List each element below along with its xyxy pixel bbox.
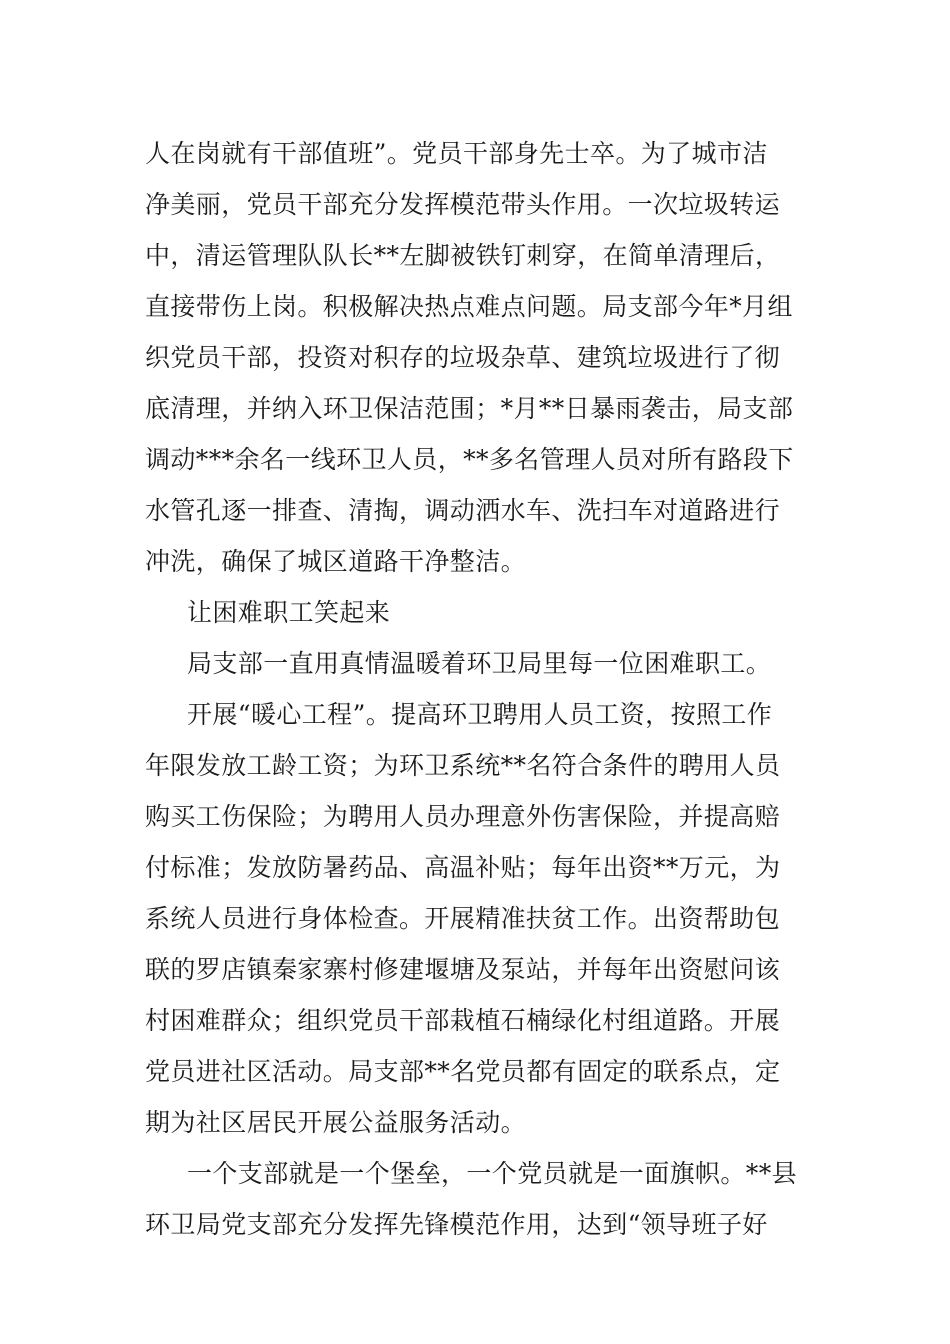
- text-line-19: 党员进社区活动。局支部**名党员都有固定的联系点，定: [145, 1057, 781, 1086]
- text-line-6: 底清理，并纳入环卫保洁范围；*月**日暴雨袭击，局支部: [145, 394, 794, 423]
- text-line-16: 系统人员进行身体检查。开展精准扶贫工作。出资帮助包: [145, 904, 781, 933]
- text-line-22: 环卫局党支部充分发挥先锋模范作用，达到“领导班子好: [145, 1210, 768, 1239]
- text-line-21: 一个支部就是一个堡垒，一个党员就是一面旗帜。**县: [187, 1159, 798, 1188]
- text-line-1: 人在岗就有干部值班”。党员干部身先士卒。为了城市洁: [145, 139, 768, 168]
- section-heading: 让困难职工笑起来: [187, 598, 391, 627]
- text-line-20: 期为社区居民开展公益服务活动。: [145, 1108, 527, 1137]
- text-line-9: 冲洗，确保了城区道路干净整洁。: [145, 547, 527, 576]
- text-line-14: 购买工伤保险；为聘用人员办理意外伤害保险，并提高赔: [145, 802, 781, 831]
- text-line-17: 联的罗店镇秦家寨村修建堰塘及泵站，并每年出资慰问该: [145, 955, 781, 984]
- text-line-4: 直接带伤上岗。积极解决热点难点问题。局支部今年*月组: [145, 292, 793, 321]
- text-line-7: 调动***余名一线环卫人员，**多名管理人员对所有路段下: [145, 445, 794, 474]
- document-body: [145, 128, 810, 1250]
- text-line-11: 局支部一直用真情温暖着环卫局里每一位困难职工。: [187, 649, 772, 678]
- text-line-3: 中，清运管理队队长**左脚被铁钉刺穿，在简单清理后，: [145, 241, 781, 270]
- text-line-15: 付标准；发放防暑药品、高温补贴；每年出资**万元，为: [145, 853, 781, 882]
- text-line-5: 织党员干部，投资对积存的垃圾杂草、建筑垃圾进行了彻: [145, 343, 781, 372]
- text-line-8: 水管孔逐一排查、清掏，调动洒水车、洗扫车对道路进行: [145, 496, 781, 525]
- text-line-12: 开展“暖心工程”。提高环卫聘用人员工资，按照工作: [187, 700, 773, 729]
- text-line-18: 村困难群众；组织党员干部栽植石楠绿化村组道路。开展: [145, 1006, 781, 1035]
- text-line-2: 净美丽，党员干部充分发挥模范带头作用。一次垃圾转运: [145, 190, 781, 219]
- text-line-13: 年限发放工龄工资；为环卫系统**名符合条件的聘用人员: [145, 751, 781, 780]
